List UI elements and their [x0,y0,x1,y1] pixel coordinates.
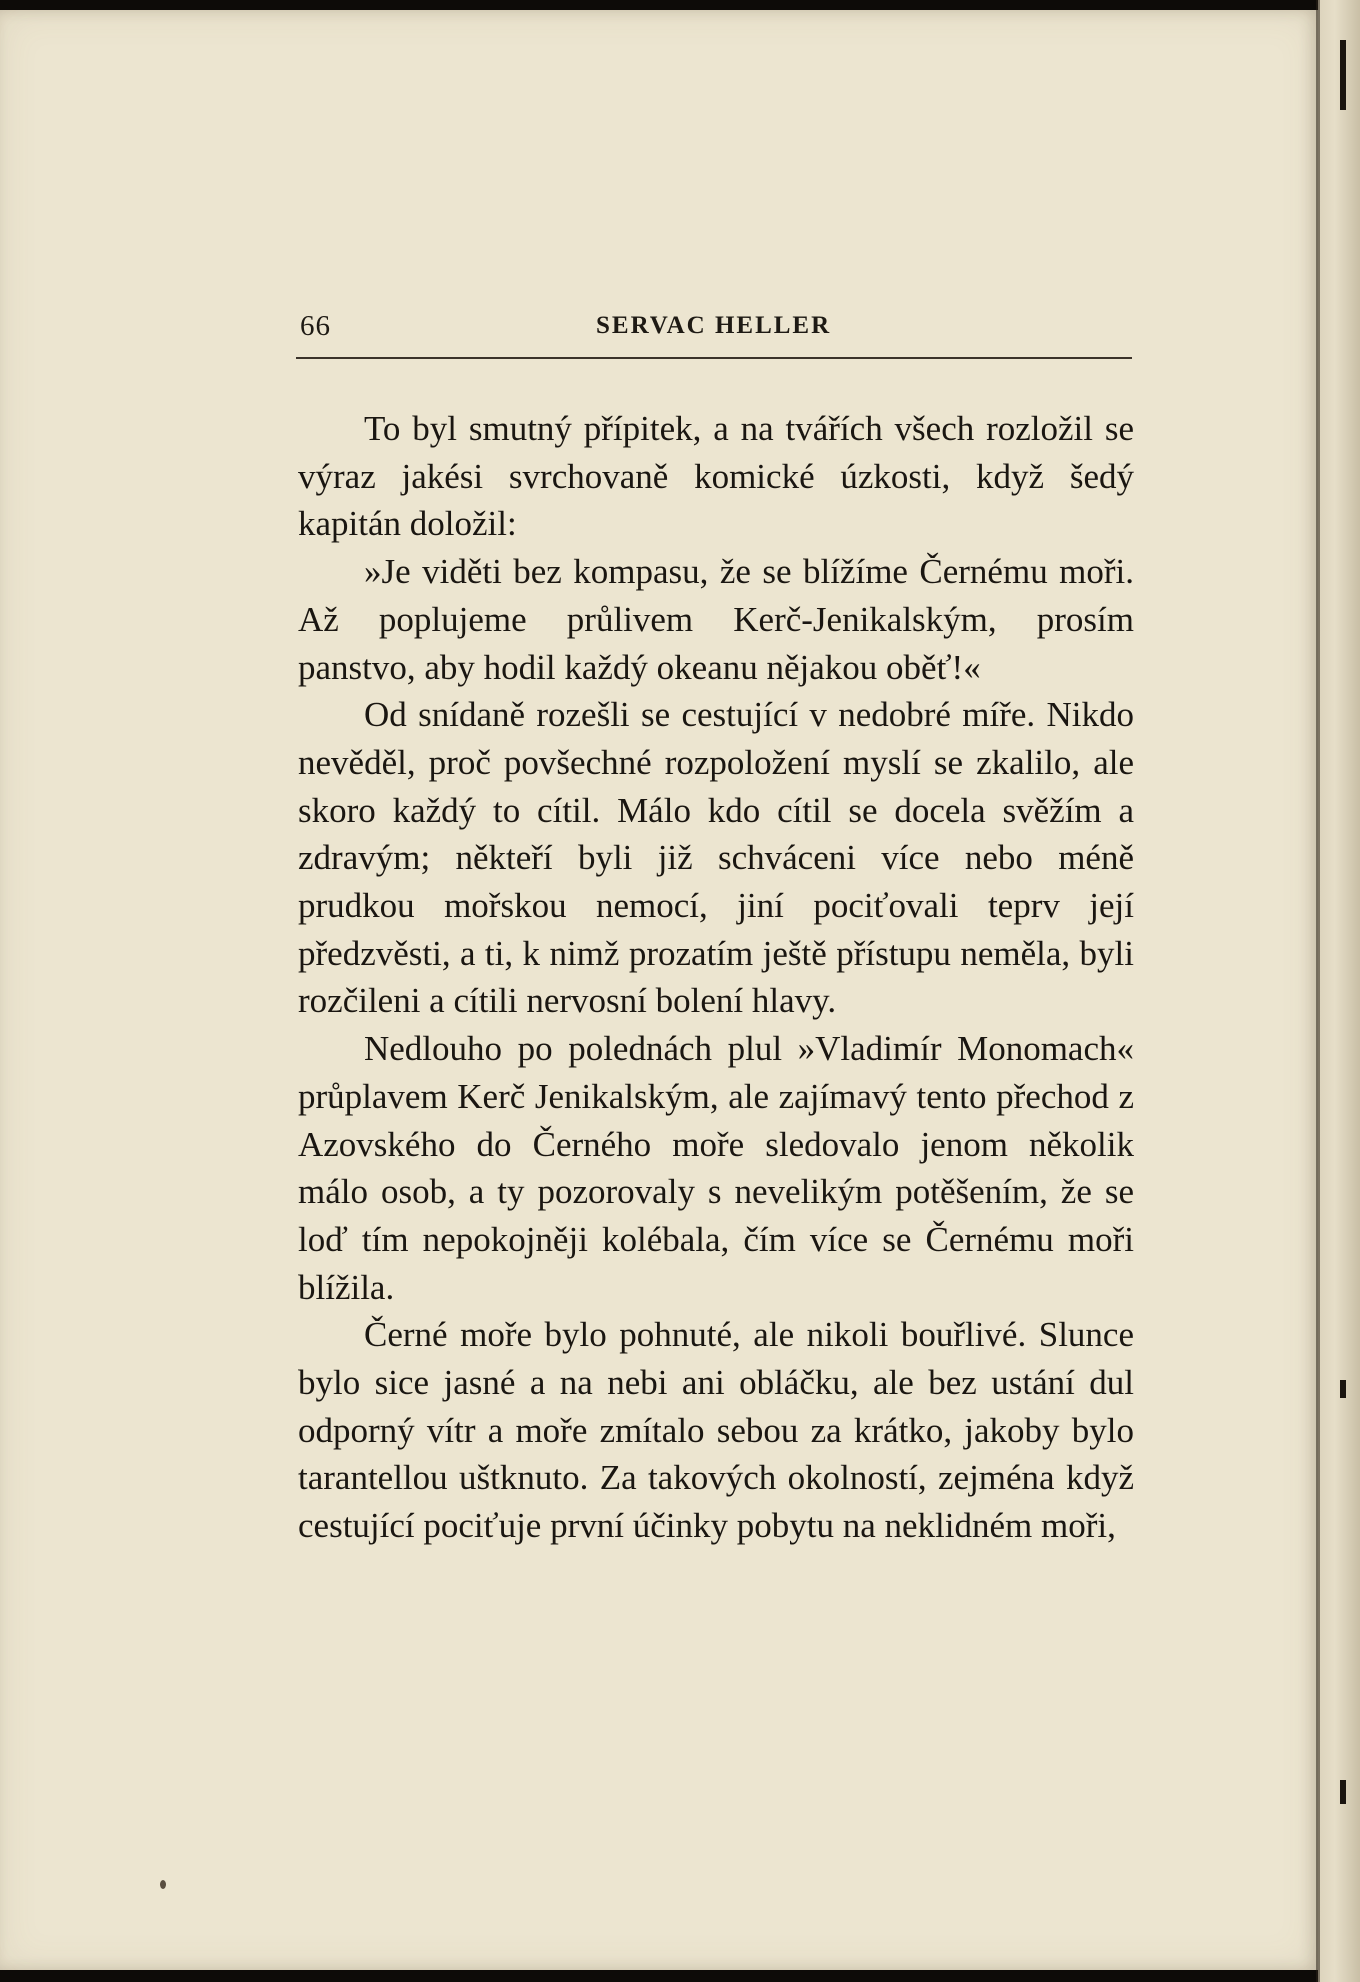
page-number: 66 [300,310,331,342]
running-header [296,310,1132,350]
paragraph-2: »Je viděti bez kompasu, že se blížíme Černému moři. Až poplujeme průlivem Kerč-Jenikalským, prosím panstvo, aby hodil každý okeanu nějakou oběť!« [298,552,1134,687]
header-rule [296,357,1132,359]
paragraph-5: Černé moře bylo pohnuté, ale nikoli bouřlivé. Slunce bylo sice jasné a na nebi ani obláčku, ale bez ustání dul odporný vítr a moře zmítalo sebou za krátko, jakoby bylo tarantellou uštknuto. Za takových okolností, zejména když cestující pociťuje první účinky pobytu na neklidném moři, [298,1315,1134,1546]
gutter-mark [1340,1780,1346,1804]
paragraph-4: Nedlouho po polednách plul »Vladimír Monomach« průplavem Kerč Jenikalským, ale zajímavý tento přechod z Azovského do Černého moře sledovalo jenom několik málo osob, a ty pozorovaly s nevelikým potěšením, že se loď tím nepokojněji kolébala, čím více se Černému moři blížila. [298,1029,1134,1307]
paragraph-3: Od snídaně rozešli se cestující v nedobré míře. Nikdo nevěděl, proč povšechné rozpoložení myslí se zkalilo, ale skoro každý to cítil. Málo kdo cítil se docela svěžím a zdravým; někteří byli již schváceni více nebo méně prudkou mořskou nemocí, jiní pociťovali teprv její předzvěsti, a ti, k nimž prozatím ještě přístupu neměla, byli rozčileni a cítili nervosní bolení hlavy. [298,695,1134,1021]
page-edge-shadow [1316,0,1320,1982]
paper-speck [160,1880,166,1889]
paragraph-1: To byl smutný přípitek, a na tvářích všech rozložil se výraz jakési svrchovaně komické úzkosti, když šedý kapitán doložil: [298,409,1134,544]
gutter-mark [1340,1380,1346,1398]
body-text [298,405,1134,1550]
gutter-mark [1340,40,1346,110]
page-gutter [1318,0,1360,1982]
running-title: SERVAC HELLER [596,312,832,339]
